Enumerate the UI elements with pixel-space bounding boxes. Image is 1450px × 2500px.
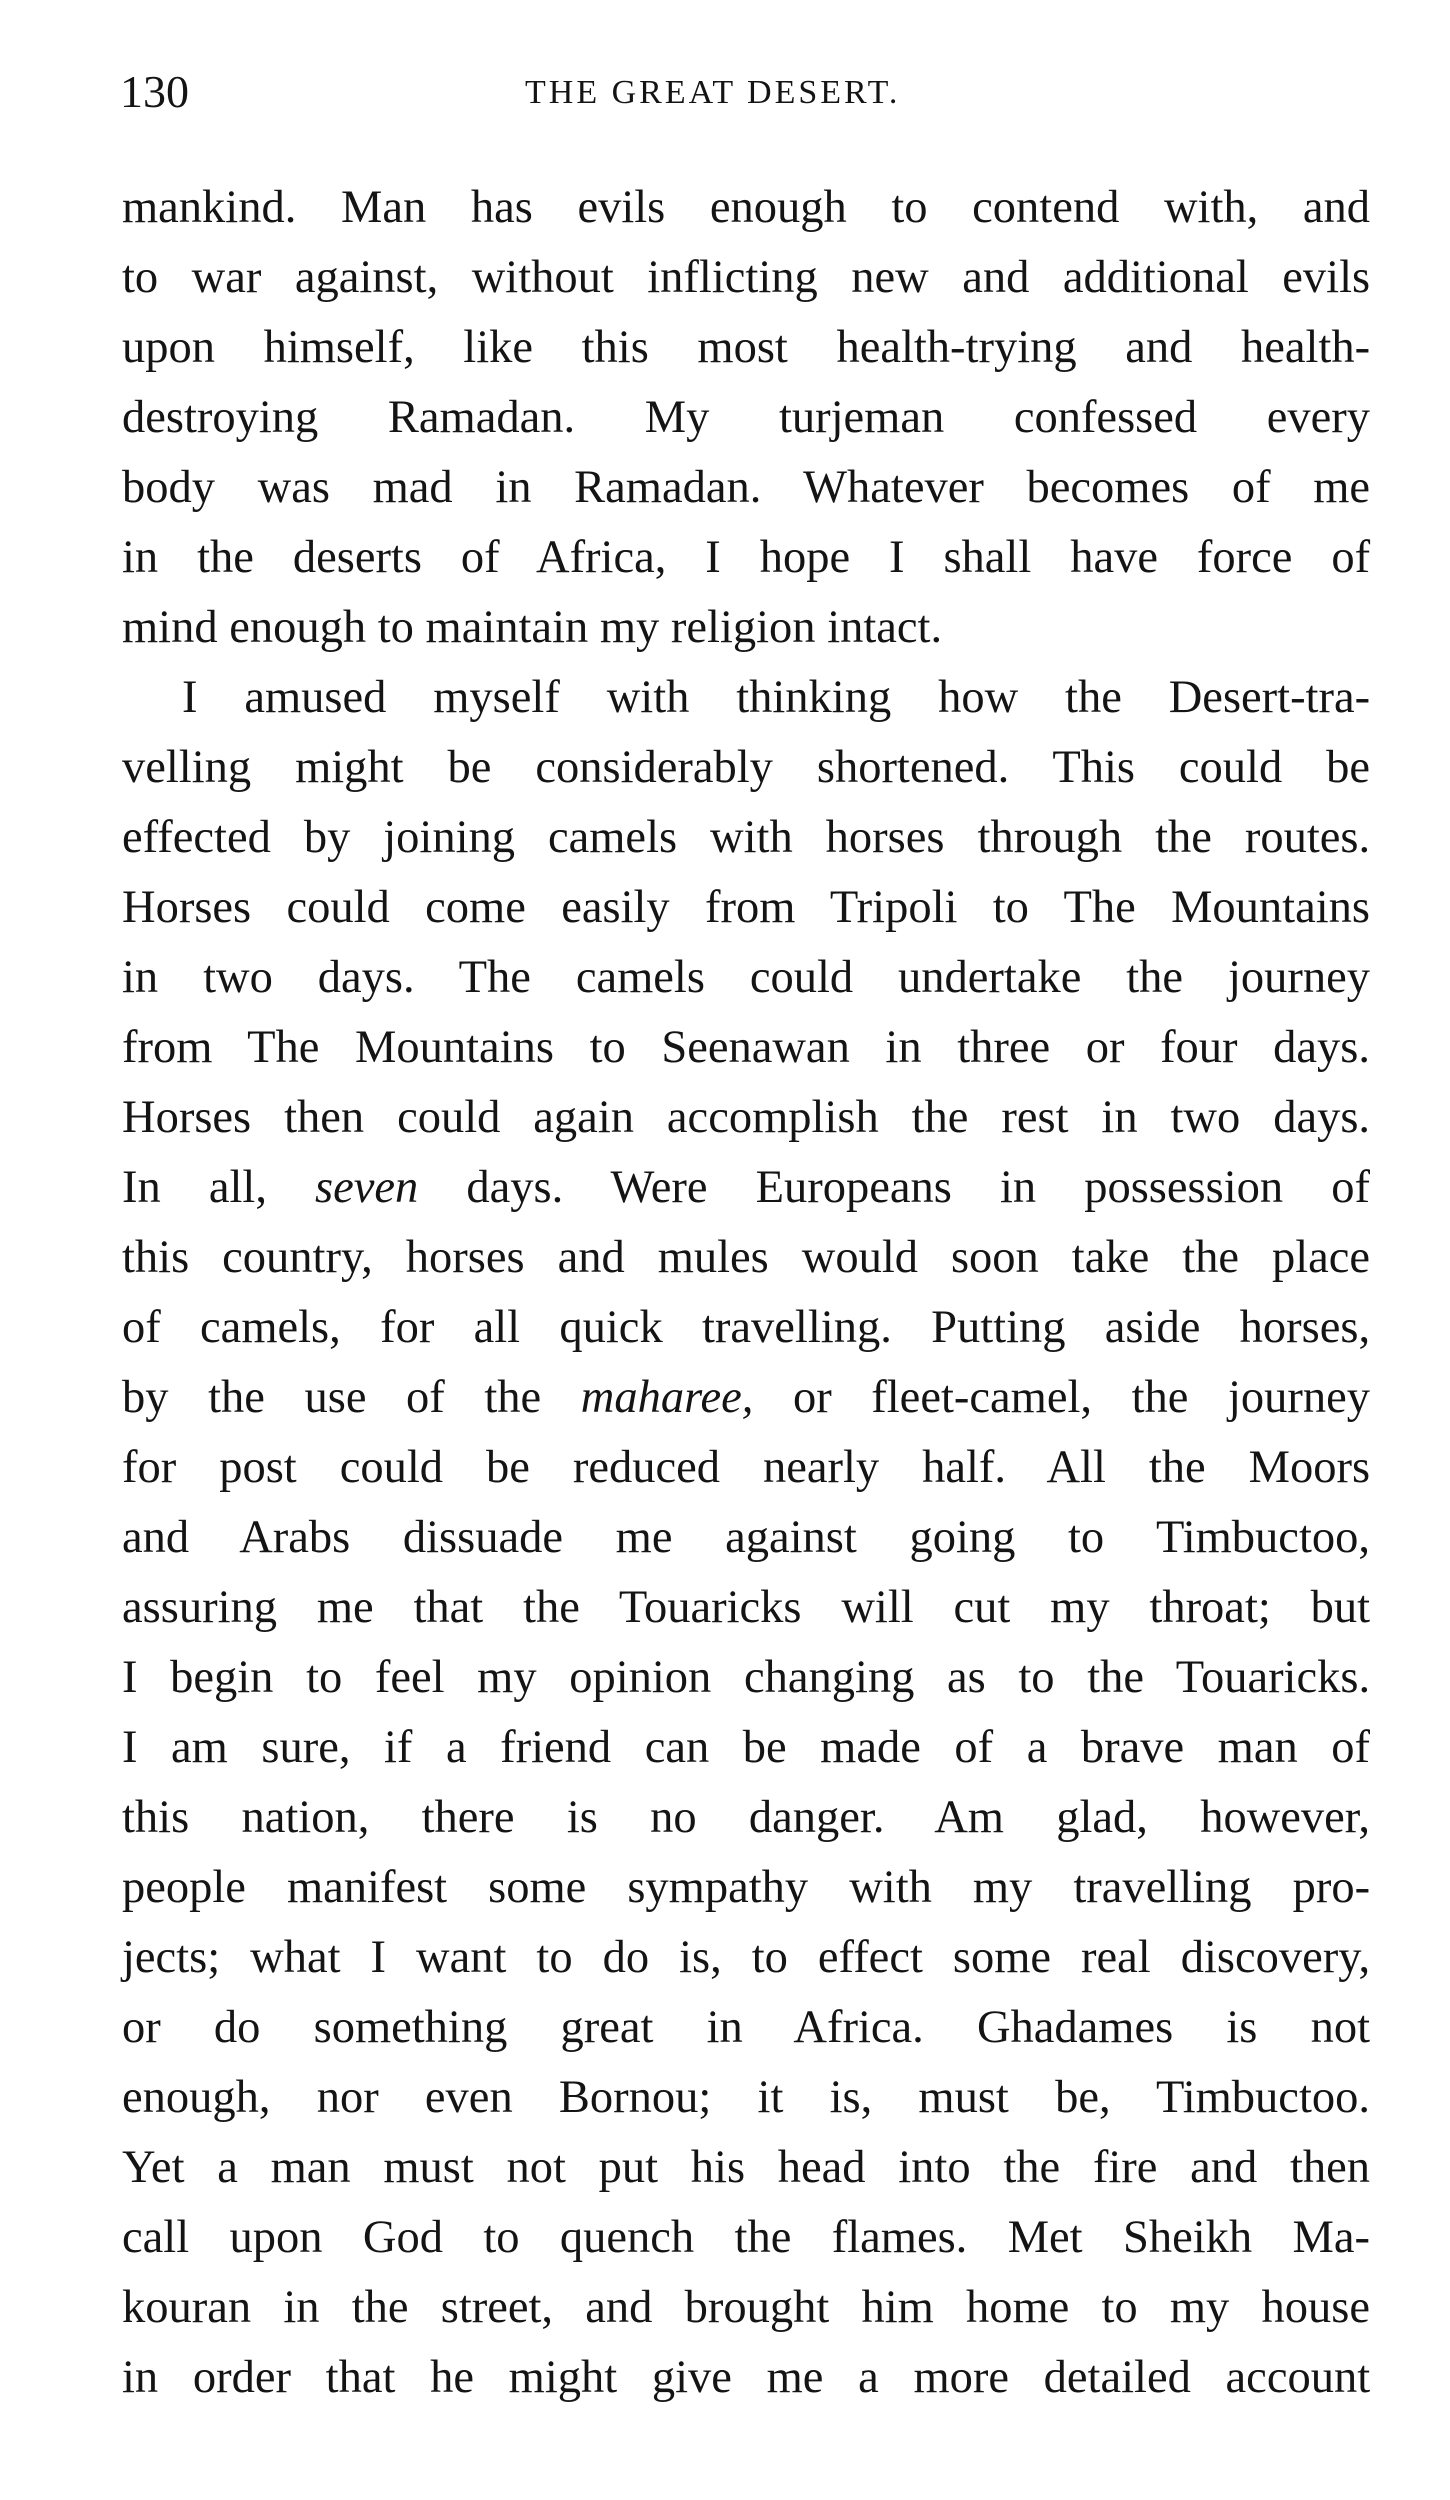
- text-line: or do something great in Africa. Ghadames is not: [122, 2002, 1370, 2053]
- page-number: 130: [120, 66, 189, 117]
- text-line: for post could be reduced nearly half. All the Moors: [122, 1442, 1371, 1493]
- text-line: mankind. Man has evils enough to contend with, and: [122, 182, 1371, 233]
- running-title: THE GREAT DESERT.: [525, 74, 901, 111]
- text-line: from The Mountains to Seenawan in three or four days.: [122, 1022, 1371, 1073]
- text-line: by the use of the maharee, or fleet-camel, the journey: [122, 1372, 1371, 1423]
- text-line: call upon God to quench the flames. Met Sheikh Ma-: [122, 2212, 1370, 2263]
- paragraph-end-line: mind enough to maintain my religion intact.: [122, 602, 943, 653]
- text-line: body was mad in Ramadan. Whatever becomes of me: [122, 462, 1371, 513]
- text-line: velling might be considerably shortened. This could be: [122, 742, 1371, 793]
- text-line: effected by joining camels with horses through the routes.: [122, 812, 1371, 863]
- text-line: upon himself, like this most health-trying and health-: [122, 322, 1371, 373]
- text-line: in the deserts of Africa, I hope I shall have force of: [122, 532, 1371, 583]
- emphasized-word: seven: [315, 1162, 419, 1213]
- text-line: this nation, there is no danger. Am glad, however,: [122, 1792, 1371, 1843]
- text-line: Horses could come easily from Tripoli to The Mountains: [122, 882, 1370, 933]
- body-text: [122, 173, 1370, 2413]
- paragraph-start-line: I amused myself with thinking how the Desert-tra-: [182, 672, 1371, 723]
- text-line: to war against, without inflicting new and additional evils: [122, 252, 1371, 303]
- text-line: people manifest some sympathy with my travelling pro-: [122, 1862, 1371, 1913]
- text-line: I begin to feel my opinion changing as to the Touaricks.: [122, 1652, 1371, 1703]
- text-line: of camels, for all quick travelling. Putting aside horses,: [122, 1302, 1371, 1353]
- text-line: assuring me that the Touaricks will cut my throat; but: [122, 1582, 1371, 1633]
- text-line: jects; what I want to do is, to effect some real discovery,: [122, 1932, 1371, 1983]
- text-line: this country, horses and mules would soon take the place: [122, 1232, 1371, 1283]
- text-line: enough, nor even Bornou; it is, must be, Timbuctoo.: [122, 2072, 1370, 2123]
- text-line: Yet a man must not put his head into the fire and then: [122, 2142, 1371, 2193]
- text-line: Horses then could again accomplish the rest in two days.: [122, 1092, 1371, 1143]
- emphasized-word: maharee,: [580, 1372, 754, 1423]
- text-line: in order that he might give me a more detailed account: [122, 2352, 1371, 2403]
- text-line: I am sure, if a friend can be made of a brave man of: [122, 1722, 1370, 1773]
- text-line: kouran in the street, and brought him home to my house: [122, 2282, 1371, 2333]
- text-line: and Arabs dissuade me against going to Timbuctoo,: [122, 1512, 1370, 1563]
- running-head: [120, 62, 1370, 122]
- text-line: destroying Ramadan. My turjeman confessed every: [122, 392, 1371, 443]
- text-line: In all, seven days. Were Europeans in possession of: [122, 1162, 1370, 1213]
- text-line: in two days. The camels could undertake the journey: [122, 952, 1370, 1003]
